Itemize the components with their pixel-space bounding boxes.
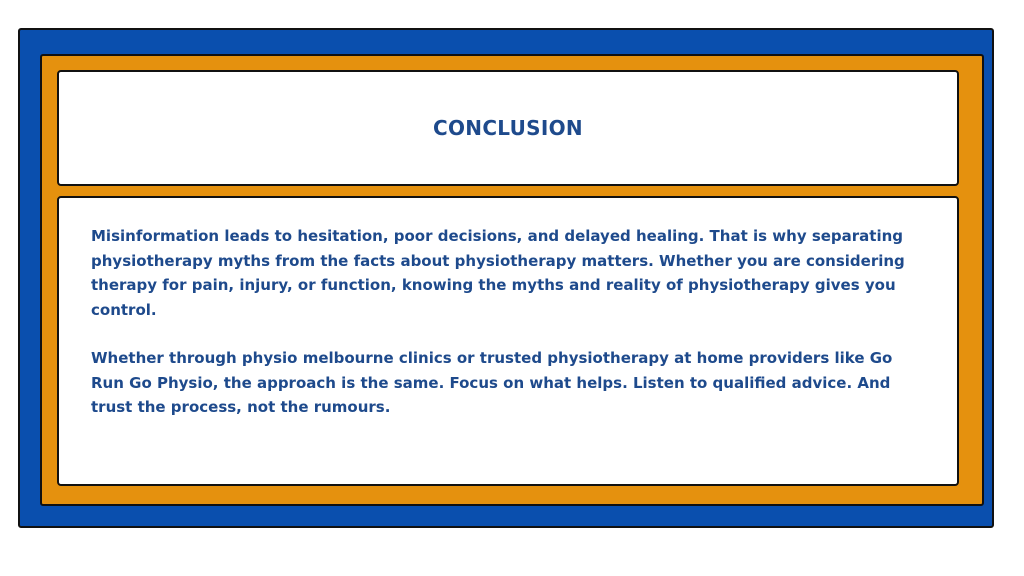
paragraph-2: Whether through physio melbourne clinics or trusted physiotherapy at home providers like Go Run Go Physio, the approach is the same. Focus on what helps. Listen to qualified advice. And trust the process, not the rumours. <box>91 349 893 416</box>
content-panel <box>57 196 959 486</box>
paragraph-1: Misinformation leads to hesitation, poor decisions, and delayed healing. That is why separating physiotherapy myths from the facts about physiotherapy matters. Whether you are considering therapy for pain, injury, or function, knowing the myths and reality of physiotherapy gives you control. <box>91 227 905 319</box>
title-panel <box>57 70 959 186</box>
page-title: CONCLUSION <box>433 116 583 140</box>
